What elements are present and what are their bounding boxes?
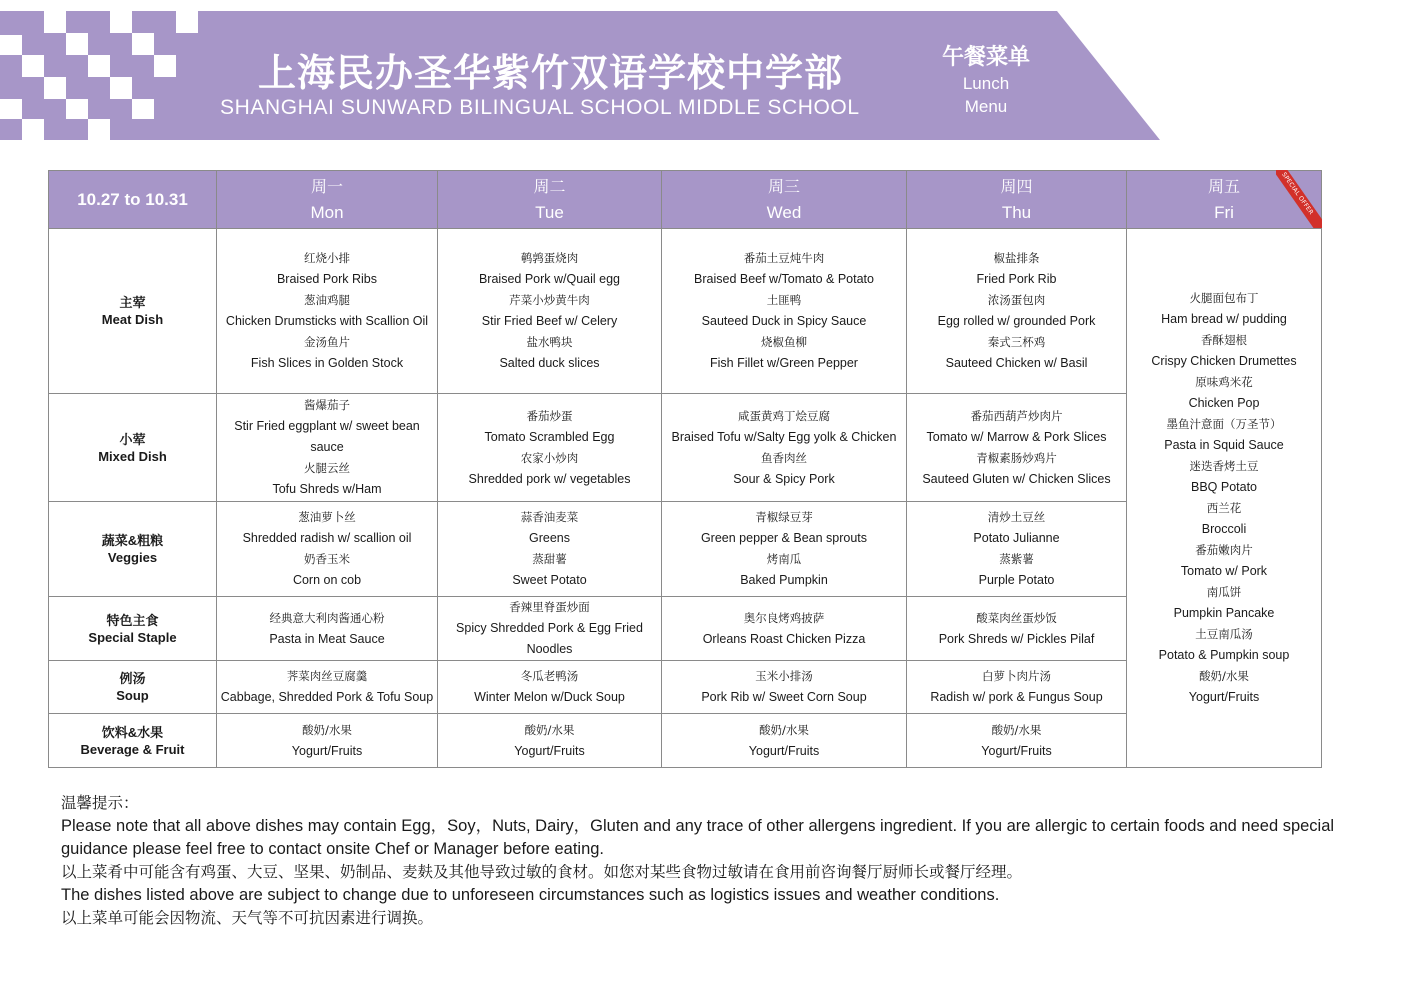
category-beverage-fruit: 饮料&水果 Beverage & Fruit bbox=[49, 714, 217, 768]
menu-cell: 酸奶/水果 Yogurt/Fruits bbox=[438, 714, 662, 768]
table-header-row bbox=[49, 171, 1322, 229]
menu-cell: 清炒土豆丝 Potato Julianne 蒸紫薯 Purple Potato bbox=[907, 502, 1127, 597]
school-title-cn: 上海民办圣华紫竹双语学校中学部 bbox=[258, 51, 844, 95]
lunch-menu-en-2: Menu bbox=[964, 97, 1008, 116]
table-row bbox=[49, 229, 1322, 394]
menu-cell: 酸奶/水果 Yogurt/Fruits bbox=[907, 714, 1127, 768]
day-header-fri: 周五 Fri SPECIAL OFFER bbox=[1127, 171, 1322, 229]
notes-change-en: The dishes listed above are subject to change due to unforeseen circumstances such as logistics issues and weather conditions. bbox=[61, 886, 1000, 904]
day-header-wed: 周三 Wed bbox=[662, 171, 907, 229]
menu-cell: 鹌鹑蛋烧肉 Braised Pork w/Quail egg 芹菜小炒黄牛肉 Stir Fried Beef w/ Celery 盐水鸭块 Salted duck slices bbox=[438, 229, 662, 394]
menu-cell: 咸蛋黄鸡丁烩豆腐 Braised Tofu w/Salty Egg yolk & Chicken 鱼香肉丝 Sour & Spicy Pork bbox=[662, 394, 907, 502]
category-soup: 例汤 Soup bbox=[49, 661, 217, 714]
menu-cell: 葱油萝卜丝 Shredded radish w/ scallion oil 奶香玉米 Corn on cob bbox=[217, 502, 438, 597]
weekly-menu-table bbox=[48, 170, 1322, 768]
menu-cell: 酸菜肉丝蛋炒饭 Pork Shreds w/ Pickles Pilaf bbox=[907, 597, 1127, 661]
notes-allergen-en: Please note that all above dishes may contain Egg，Soy，Nuts, Dairy，Gluten and any trace of other allergens ingredient. If you are allergic to certain foods and need special guidance please feel free to contact onsite Chef or Manager before eating. bbox=[61, 817, 1335, 858]
menu-cell: 奥尔良烤鸡披萨 Orleans Roast Chicken Pizza bbox=[662, 597, 907, 661]
date-range: 10.27 to 10.31 bbox=[49, 171, 217, 229]
menu-cell: 酸奶/水果 Yogurt/Fruits bbox=[217, 714, 438, 768]
menu-cell: 白萝卜肉片汤 Radish w/ pork & Fungus Soup bbox=[907, 661, 1127, 714]
menu-cell: 香辣里脊蛋炒面 Spicy Shredded Pork & Egg Fried Noodles bbox=[438, 597, 662, 661]
menu-cell: 经典意大利肉酱通心粉 Pasta in Meat Sauce bbox=[217, 597, 438, 661]
lunch-menu-cn: 午餐菜单 bbox=[941, 45, 1030, 70]
menu-cell: 番茄西葫芦炒肉片 Tomato w/ Marrow & Pork Slices 青椒素肠炒鸡片 Sauteed Gluten w/ Chicken Slices bbox=[907, 394, 1127, 502]
category-meat-dish: 主荤 Meat Dish bbox=[49, 229, 217, 394]
day-header-thu: 周四 Thu bbox=[907, 171, 1127, 229]
menu-cell: 玉米小排汤 Pork Rib w/ Sweet Corn Soup bbox=[662, 661, 907, 714]
allergen-notes bbox=[61, 792, 1361, 930]
lunch-menu-label bbox=[926, 44, 1046, 118]
menu-cell: 椒盐排条 Fried Pork Rib 浓汤蛋包肉 Egg rolled w/ grounded Pork 秦式三杯鸡 Sauteed Chicken w/ Basil bbox=[907, 229, 1127, 394]
day-header-tue: 周二 Tue bbox=[438, 171, 662, 229]
notes-title: 温馨提示： bbox=[61, 794, 139, 812]
menu-cell: 荠菜肉丝豆腐羹 Cabbage, Shredded Pork & Tofu Soup bbox=[217, 661, 438, 714]
menu-cell: 番茄土豆炖牛肉 Braised Beef w/Tomato & Potato 土匪鸭 Sauteed Duck in Spicy Sauce 烧椒鱼柳 Fish Fillet w/Green Pepper bbox=[662, 229, 907, 394]
menu-cell: 青椒绿豆芽 Green pepper & Bean sprouts 烤南瓜 Baked Pumpkin bbox=[662, 502, 907, 597]
day-header-mon: 周一 Mon bbox=[217, 171, 438, 229]
menu-cell: 酸奶/水果 Yogurt/Fruits bbox=[662, 714, 907, 768]
notes-change-cn: 以上菜单可能会因物流、天气等不可抗因素进行调换。 bbox=[61, 909, 434, 927]
menu-cell: 冬瓜老鸭汤 Winter Melon w/Duck Soup bbox=[438, 661, 662, 714]
menu-cell: 蒜香油麦菜 Greens 蒸甜薯 Sweet Potato bbox=[438, 502, 662, 597]
pixel-pattern-decoration bbox=[0, 11, 200, 140]
menu-cell: 红烧小排 Braised Pork Ribs 葱油鸡腿 Chicken Drumsticks with Scallion Oil 金汤鱼片 Fish Slices in Golden Stock bbox=[217, 229, 438, 394]
lunch-menu-en-1: Lunch bbox=[962, 74, 1010, 93]
category-mixed-dish: 小荤 Mixed Dish bbox=[49, 394, 217, 502]
school-title-en: SHANGHAI SUNWARD BILINGUAL SCHOOL MIDDLE SCHOOL bbox=[220, 96, 860, 119]
category-veggies: 蔬菜&粗粮 Veggies bbox=[49, 502, 217, 597]
category-special-staple: 特色主食 Special Staple bbox=[49, 597, 217, 661]
notes-allergen-cn: 以上菜肴中可能含有鸡蛋、大豆、坚果、奶制品、麦麸及其他导致过敏的食材。如您对某些食物过敏请在食用前咨询餐厅厨师长或餐厅经理。 bbox=[61, 863, 1023, 881]
special-offer-ribbon: SPECIAL OFFER bbox=[1276, 170, 1322, 228]
menu-cell: 酱爆茄子 Stir Fried eggplant w/ sweet bean sauce 火腿云丝 Tofu Shreds w/Ham bbox=[217, 394, 438, 502]
menu-cell: 番茄炒蛋 Tomato Scrambled Egg 农家小炒肉 Shredded pork w/ vegetables bbox=[438, 394, 662, 502]
friday-menu-cell: 火腿面包布丁 Ham bread w/ pudding 香酥翅根 Crispy Chicken Drumettes 原味鸡米花 Chicken Pop 墨鱼汁意面（万圣节） Pasta in Squid Sauce 迷迭香烤土豆 BBQ Potato 西兰花 Broccoli 番茄嫩肉片 Tomato w/ Pork 南瓜饼 Pumpkin Pancake 土豆南瓜汤 Potato & Pumpkin soup 酸奶/水果 Yogurt/Fruits bbox=[1127, 229, 1322, 768]
